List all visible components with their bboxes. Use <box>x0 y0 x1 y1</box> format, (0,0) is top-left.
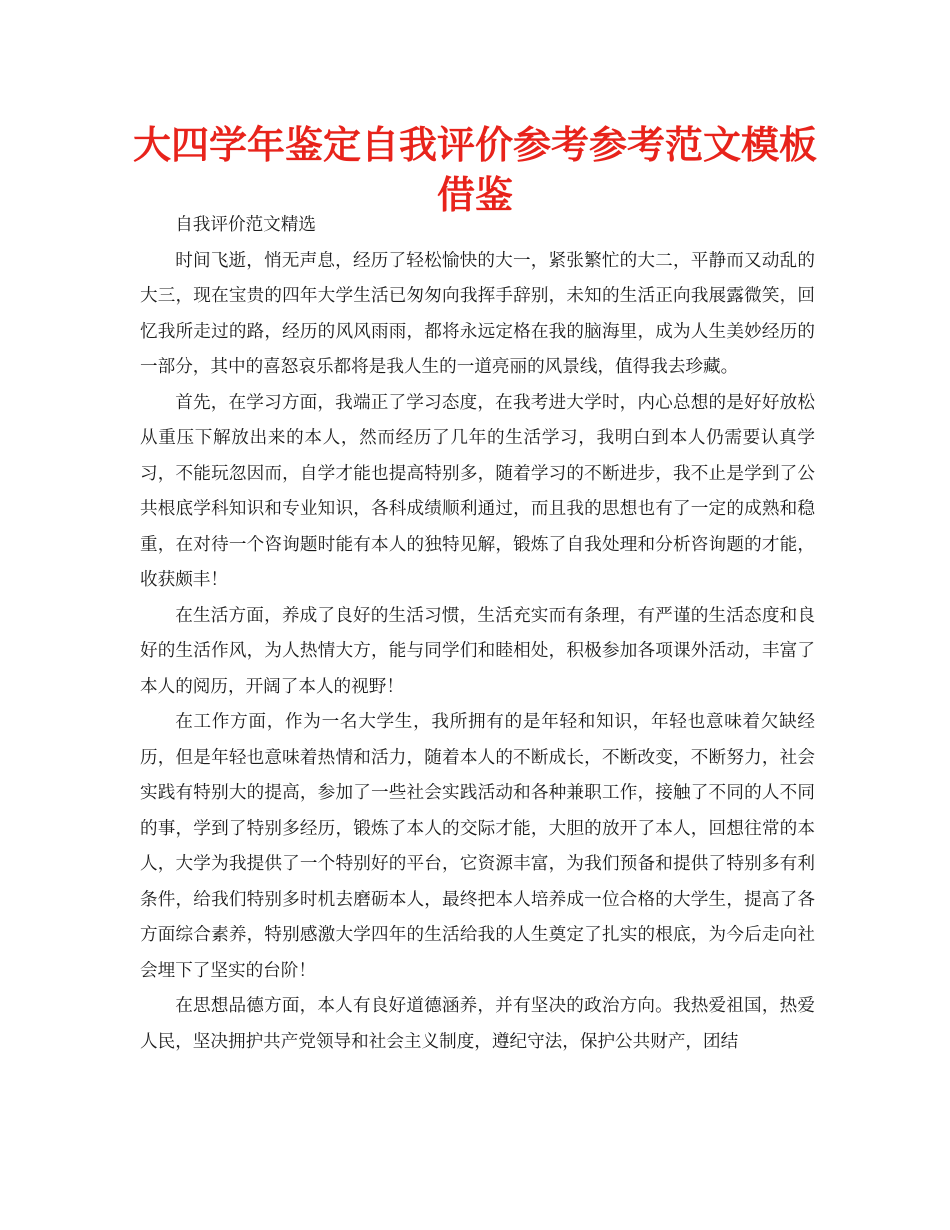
paragraph-morality: 在思想品德方面，本人有良好道德涵养，并有坚决的政治方向。我热爱祖国，热爱人民，坚决拥护共产党领导和社会主义制度，遵纪守法，保护公共财产，团结 <box>140 996 815 1052</box>
paragraph-intro: 时间飞逝，悄无声息，经历了轻松愉快的大一，紧张繁忙的大二，平静而又动乱的大三，现在宝贵的四年大学生活已匆匆向我挥手辞别，未知的生活正向我展露微笑，回忆我所走过的路，经历的风风雨雨，都将永远定格在我的脑海里，成为人生美妙经历的一部分，其中的喜怒哀乐都将是我人生的一道亮丽的风景线，值得我去珍藏。 <box>140 250 815 377</box>
paragraph-study: 首先，在学习方面，我端正了学习态度，在我考进大学时，内心总想的是好好放松从重压下解放出来的本人，然而经历了几年的生活学习，我明白到本人仍需要认真学习，不能玩忽因而，自学才能也提高特别多，随着学习的不断进步，我不止是学到了公共根底学科知识和专业知识，各科成绩顺利通过，而且我的思想也有了一定的成熟和稳重，在对待一个咨询题时能有本人的独特见解，锻炼了自我处理和分析咨询题的才能，收获颇丰！ <box>140 392 815 590</box>
document-subtitle: 自我评价范文精选 <box>175 215 316 235</box>
paragraph-life: 在生活方面，养成了良好的生活习惯，生活充实而有条理，有严谨的生活态度和良好的生活作风，为人热情大方，能与同学们和睦相处，积极参加各项课外活动，丰富了本人的阅历，开阔了本人的视野！ <box>140 605 815 697</box>
document-body <box>140 208 815 1060</box>
paragraph-work: 在工作方面，作为一名大学生，我所拥有的是年轻和知识，年轻也意味着欠缺经历，但是年轻也意味着热情和活力，随着本人的不断成长，不断改变，不断努力，社会实践有特别大的提高，参加了一些社会实践活动和各种兼职工作，接触了不同的人不同的事，学到了特别多经历，锻炼了本人的交际才能，大胆的放开了本人，回想往常的本人，大学为我提供了一个特别好的平台，它资源丰富，为我们预备和提供了特别多有利条件，给我们特别多时机去磨砺本人，最终把本人培养成一位合格的大学生，提高了各方面综合素养，特别感激大学四年的生活给我的人生奠定了扎实的根底，为今后走向社会埋下了坚实的台阶！ <box>140 712 815 981</box>
document-title: 大四学年鉴定自我评价参考参考范文模板借鉴 <box>132 123 817 217</box>
